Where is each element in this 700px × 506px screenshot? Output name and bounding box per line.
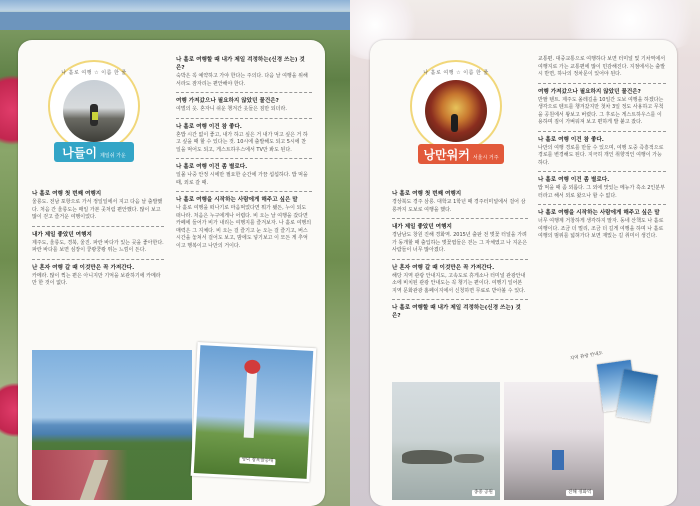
badge-tagline: 나 홀로 여행 ☆ 이름 한 줄 <box>423 70 489 76</box>
right-column-2 <box>538 56 666 241</box>
question: 나 홀로 여행할 때 내가 제일 걱정하는(신경 쓰는) 것은? <box>176 57 305 71</box>
question: 나 홀로 여행할 때 내가 제일 걱정하는(신경 쓰는) 것은? <box>392 305 521 319</box>
rock-island <box>454 454 484 463</box>
flower-field <box>32 450 192 500</box>
profile-photo <box>63 80 125 142</box>
answer: 카메라. 많이 찍는 편은 아니지만 기억을 보관하기에 카메라만 한 것이 없다. <box>32 272 161 286</box>
photo-caption: 영덕 창포말등대 <box>239 457 275 465</box>
right-page <box>370 40 677 506</box>
traveler-vest <box>92 112 98 120</box>
answer: 나만의 여행 경로를 만들 수 있으며, 여행 도중 즉흥적으로 경로를 변경해도 된다. 지극히 개인 취향적인 여행이 가능하다. <box>538 144 664 166</box>
question: 나 홀로 여행 첫 번째 여행지 <box>32 191 102 197</box>
answer: 여벌의 옷. 혼자니 쉬운 챙겨간 옷들은 짐만 되더라. <box>176 106 287 112</box>
question: 나 홀로 여행 이건 참 좋다. <box>538 136 604 143</box>
photo-caption: 진해 경화역 <box>568 490 592 495</box>
tour-guide-maps <box>569 351 658 428</box>
cherry-blossom-station-photo <box>504 382 604 500</box>
question: 나 홀로 여행을 시작하는 사람에게 해주고 싶은 말 <box>538 210 660 216</box>
answer: 교통편. 대중교통으로 여행하다 보면 터미널 및 기차역에서 여행지로 가는 교통편에 많이 민감해진다. 지점에서는 출발시 반면, 하나의 정차문이 있어야 된다. <box>538 56 666 77</box>
answer: 반팔 텐트. 제주도 올레길을 10일간 도보 여행을 하겠다는 생각으로 텐트를 챙겨갔지만 첫차 3일 정도 사용하고 무척을 공원에서 왕보고 버렸다. 그 후로는 게스트하우스를 이용하며 짐이 가벼워져 보고 편하게 발 붙고 잤다. <box>538 96 664 125</box>
question: 여행 가져갔으나 필요하지 않았던 물건은? <box>538 88 641 95</box>
answer: 경남남도 창원 진해 경화역. 2015년 출판 전 벚꽃 터널을 가려가 동개할 때 출입하는 벚꽃엽들은 걷는 그 자체였고 나 지운은 사람들이 너무 많아졌다. <box>392 232 528 253</box>
question: 난 혼자 여행 갈 때 이것만은 꼭 가져간다. <box>392 264 495 271</box>
divider <box>32 226 164 227</box>
profile-badge <box>48 60 140 152</box>
coast-photo <box>32 350 192 500</box>
divider <box>538 83 666 84</box>
photo-caption: 종중 공원 <box>474 490 493 495</box>
answer: 너무 여행계 거창하게 생각하지 말자. 동네 산책도 나 홀로 여행이다. 조금 더 멀리, 조금 더 길게 여행을 하며 나 홀로 여행의 범위를 넓혀가다 보면 재밌는 길 취미이 생긴다. <box>538 218 664 239</box>
traveler-name: 낭만워커 <box>423 148 470 162</box>
sea-strip <box>0 12 350 30</box>
answer: 해당 지역 관광 안내지도, 고속도로 휴게소나 터미널 관광안내소에 비치된 관광 안내도는 꼭 챙기는 편이다. 여행기 일어본 지역 문화관광 홈페이지에서 신청하면 무료로 받아볼 수 있다. <box>392 272 526 294</box>
guide-map <box>616 369 658 422</box>
lighthouse-tower <box>244 368 258 438</box>
profile-badge <box>410 60 502 152</box>
divider <box>176 92 312 93</box>
divider <box>32 259 164 260</box>
left-page <box>18 40 325 506</box>
lighthouse-lamp <box>244 359 261 374</box>
question: 여행 가져갔으나 필요하지 않았던 물건은? <box>176 98 279 104</box>
question: 난 혼자 여행 갈 때 이것만은 꼭 가져간다. <box>32 264 135 271</box>
traveler-name: 나들이 <box>62 146 98 160</box>
question: 나 홀로 여행을 시작하는 사람에게 해주고 싶은 말 <box>176 197 298 203</box>
answer: 제주도, 울릉도, 경북, 울진. 파란 바다가 있는 곳을 좋아한다. 파란 바다를 보면 심장이 쿵쾅쿵쾅 뛰는 느낌이 든다. <box>32 239 164 253</box>
divider <box>176 158 312 159</box>
rocks-photo <box>392 382 500 500</box>
lighthouse-photo-frame <box>191 342 317 482</box>
question: 나 홀로 여행 이건 좀 별로다. <box>538 177 610 183</box>
question: 내가 제일 좋았던 여행지 <box>392 224 452 230</box>
answer: 숙박은 꼭 예약하고 가야 한다는 주의다. 다음 날 여행을 위해서라도 잠자리는 편안해야 한다. <box>176 73 308 87</box>
question: 내가 제일 좋았던 여행지 <box>32 231 92 238</box>
left-column-1 <box>32 190 164 288</box>
divider <box>538 171 666 172</box>
divider <box>176 191 312 192</box>
right-column-1 <box>392 190 528 320</box>
divider <box>176 118 312 119</box>
name-banner <box>418 144 504 164</box>
question: 나 홀로 여행 이건 참 좋다. <box>176 123 242 130</box>
traveler-subtitle: 서울시 거주 <box>472 155 499 161</box>
question: 나 홀로 여행 이건 좀 별로다. <box>176 164 248 170</box>
answer: 혼밥 시간 없이 좋고, 내가 하고 싶은 거 내가 먹고 싶은 거 하고 싶을 때 할 수 있다는 것. 10시에 출발해도 되고 5시에 찬 일을 먹어도 되고, 게스트하우스에서 TV만 봐도 된다. <box>176 131 308 153</box>
rock-island <box>402 450 452 464</box>
answer: 나 홀로 여행을 떠나기로 마음먹었다면 뭐가 됐든, 누이 되도 떠나라. 처음은 누구에게나 어렵다. 비 오는 날 여행을 갔다면 카페에 들어가 비가 내리는 여행지를 즐겨보자. 나 홀로 여행의 매력은 그 지체다. 비 오는 걸 즐기고 눈 오는 걸 즐기고, 버스 시간을 놓쳐서 걸어도 보고, 밤에도 넣기보고 이 모든 게 추억이고 행복이고 나만의 거이다. <box>176 205 312 249</box>
left-column-2 <box>176 56 312 250</box>
question: 나 홀로 여행 첫 번째 여행지 <box>392 191 462 197</box>
answer: 밥 먹을 때 좀 외롭다. 그 외에 맛있는 메뉴가 혹소 2인분부터라고 해서 외로 왔으나 할 수 없다. <box>538 185 665 199</box>
divider <box>538 204 666 205</box>
profile-photo <box>425 80 487 142</box>
traveler-subtitle: 제일쉬 가운 <box>100 153 126 159</box>
divider <box>392 218 528 219</box>
badge-tagline: 나 홀로 여행 ☆ 이름 한 줄 <box>61 70 127 76</box>
name-banner <box>54 142 134 162</box>
guides-caption: 지역 관광 안내도 <box>569 351 604 362</box>
answer: 경상북도 경주 삼릉. 대학교 1학년 때 경주터미널에서 걸어 삼릉까지 도보로 여행을 했다. <box>392 199 526 213</box>
train <box>552 450 564 470</box>
traveler-figure <box>451 114 458 132</box>
answer: 울릉도. 전남 포항으로 가서 정일일에서 지고 다음 날 출발했다. 처음 간 울릉도는 매일 가본 곳처럼 편안했다. 많이 보고 많이 걷고 즐거운 여행이었다. <box>32 199 163 220</box>
divider <box>538 131 666 132</box>
divider <box>392 299 528 300</box>
answer: 일몰 나중 안정 시에만 필요한 순간에 가끔 섭섭하다. 밥 먹을 때, 외로 갈 때. <box>176 172 308 186</box>
divider <box>392 259 528 260</box>
